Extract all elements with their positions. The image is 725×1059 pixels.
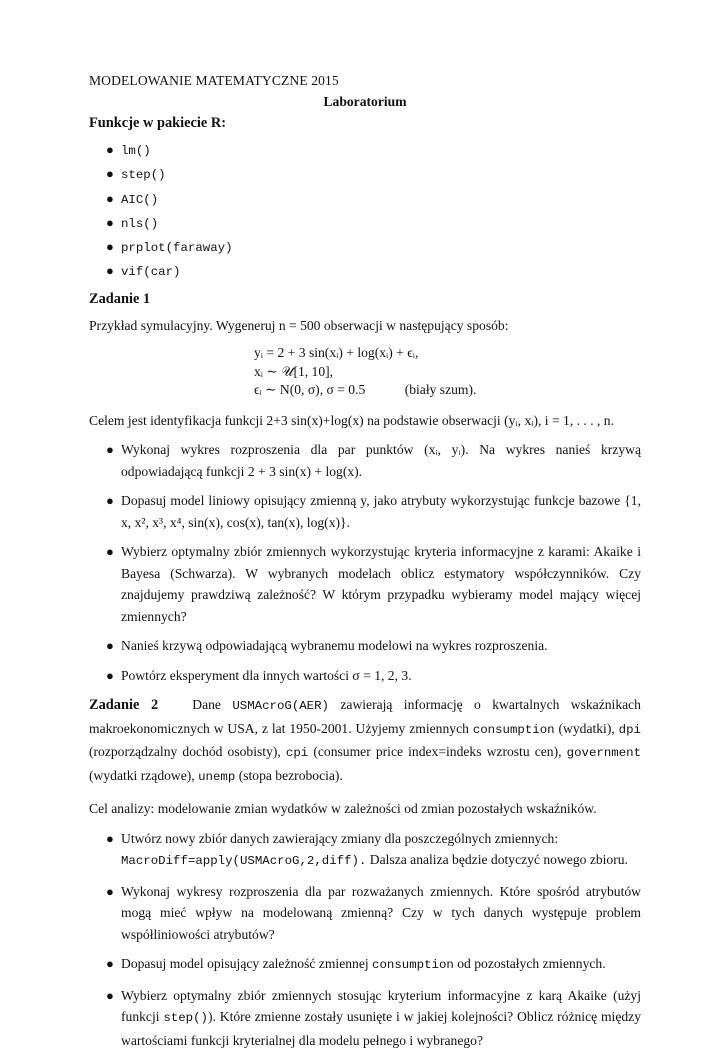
list-item: ● Wybierz optymalny zbiór zmiennych wykorzystując kryteria informacyjne z karami: Akaike i Bayesa (Schwarza). W wybranych modelach oblicz estymatory współczynników. Czy znajdujemy prawdziwą zależność? W którym przypadku wybieramy model mający więcej zmiennych? — [89, 541, 641, 627]
bullet-icon: ● — [106, 830, 114, 846]
task1-equations — [89, 344, 641, 400]
list-item: ● vif(car) — [89, 260, 641, 284]
task1-heading: Zadanie 1 — [89, 290, 151, 307]
list-item: ● Dopasuj model opisujący zależność zmiennej consumption od pozostałych zmiennych. — [89, 953, 641, 977]
bullet-icon: ● — [106, 166, 114, 182]
list-item: ● AIC() — [89, 188, 641, 212]
list-item: ● Powtórz eksperyment dla innych wartości σ = 1, 2, 3. — [89, 665, 641, 687]
functions-list — [89, 139, 641, 285]
bullet-icon: ● — [106, 638, 114, 654]
equation-3: ϵᵢ ∼ N(0, σ), σ = 0.5 (biały szum). — [254, 382, 477, 398]
equation-3-note: (biały szum). — [404, 382, 477, 398]
page-title: Laboratorium — [323, 94, 407, 109]
list-item: ● step() — [89, 163, 641, 187]
list-item: ● Dopasuj model liniowy opisujący zmienną y, jako atrybuty wykorzystując funkcje bazowe {1, x, x², x³, x⁴, sin(x), cos(x), tan(x), log(x)}. — [89, 490, 641, 533]
bullet-icon: ● — [106, 883, 114, 899]
task1-intro: Przykład symulacyjny. Wygeneruj n = 500 obserwacji w następujący sposób: — [89, 317, 509, 333]
task1-items — [89, 439, 641, 686]
bullet-icon: ● — [106, 142, 114, 157]
bullet-icon: ● — [106, 442, 114, 458]
task2-items — [89, 828, 641, 1052]
bullet-icon: ● — [106, 544, 114, 560]
bullet-icon: ● — [106, 493, 114, 509]
task2-heading: Zadanie 2 — [89, 697, 159, 714]
task2-goal: Cel analizy: modelowanie zmian wydatków w zależności od zmian pozostałych wskaźników. — [89, 801, 597, 817]
list-item: ● Wybierz optymalny zbiór zmiennych stosując kryterium informacyjne z karą Akaike (użyj funkcji step()). Które zmienne zostały usunięte i w jakiej kolejności? Oblicz różnicę między wartościami funkcji kryterialnej dla modelu pełnego i wybranego? — [89, 985, 641, 1052]
task1-goal: Celem jest identyfikacja funkcji 2+3 sin(x)+log(x) na podstawie obserwacji (yᵢ, xᵢ), i = 1, . . . , n. — [89, 412, 615, 428]
bullet-icon: ● — [106, 190, 114, 206]
bullet-icon: ● — [106, 667, 114, 683]
page-header: MODELOWANIE MATEMATYCZNE 2015 — [89, 73, 339, 88]
bullet-icon: ● — [106, 263, 114, 279]
document-page — [89, 70, 641, 1059]
functions-heading: Funkcje w pakiecie R: — [89, 115, 227, 131]
list-item: ● lm() — [89, 139, 641, 163]
list-item: ● prplot(faraway) — [89, 236, 641, 260]
equation-1: yᵢ = 2 + 3 sin(xᵢ) + log(xᵢ) + ϵᵢ, — [254, 345, 419, 361]
list-item: ● Wykonaj wykres rozproszenia dla par punktów (xᵢ, yᵢ). Na wykres nanieś krzywą odpowiadającą funkcji 2 + 3 sin(x) + log(x). — [89, 439, 641, 482]
list-item: ● Nanieś krzywą odpowiadającą wybranemu modelowi na wykres rozproszenia. — [89, 635, 641, 657]
list-item: ● Utwórz nowy zbiór danych zawierający zmiany dla poszczególnych zmiennych: MacroDiff=apply(USMAcroG,2,diff). Dalsza analiza będzie dotyczyć nowego zbioru. — [89, 828, 641, 873]
bullet-icon: ● — [106, 214, 114, 230]
list-item: ● Wykonaj wykresy rozproszenia dla par rozważanych zmiennych. Które spośród atrybutów mogą mieć wpływ na modelowaną zmienną? Czy w tych danych występuje problem współliniowości atrybutów? — [89, 881, 641, 946]
equation-2: xᵢ ∼ 𝒰[1, 10], — [254, 363, 334, 379]
bullet-icon: ● — [106, 956, 114, 972]
task2-paragraph: Zadanie 2 Dane USMAcroG(AER) zawierają informację o kwartalnych wskaźnikach makroekonomicznych w USA, z lat 1950-2001. Użyjemy zmiennych consumption (wydatki), dpi (rozporządzalny dochód osobisty), cpi (consumer price index=indeks wzrostu cen), government (wydatki rządowe), unemp (stopa bezrobocia). — [89, 697, 642, 784]
bullet-icon: ● — [106, 239, 114, 255]
list-item: ● nls() — [89, 212, 641, 236]
bullet-icon: ● — [106, 987, 114, 1003]
